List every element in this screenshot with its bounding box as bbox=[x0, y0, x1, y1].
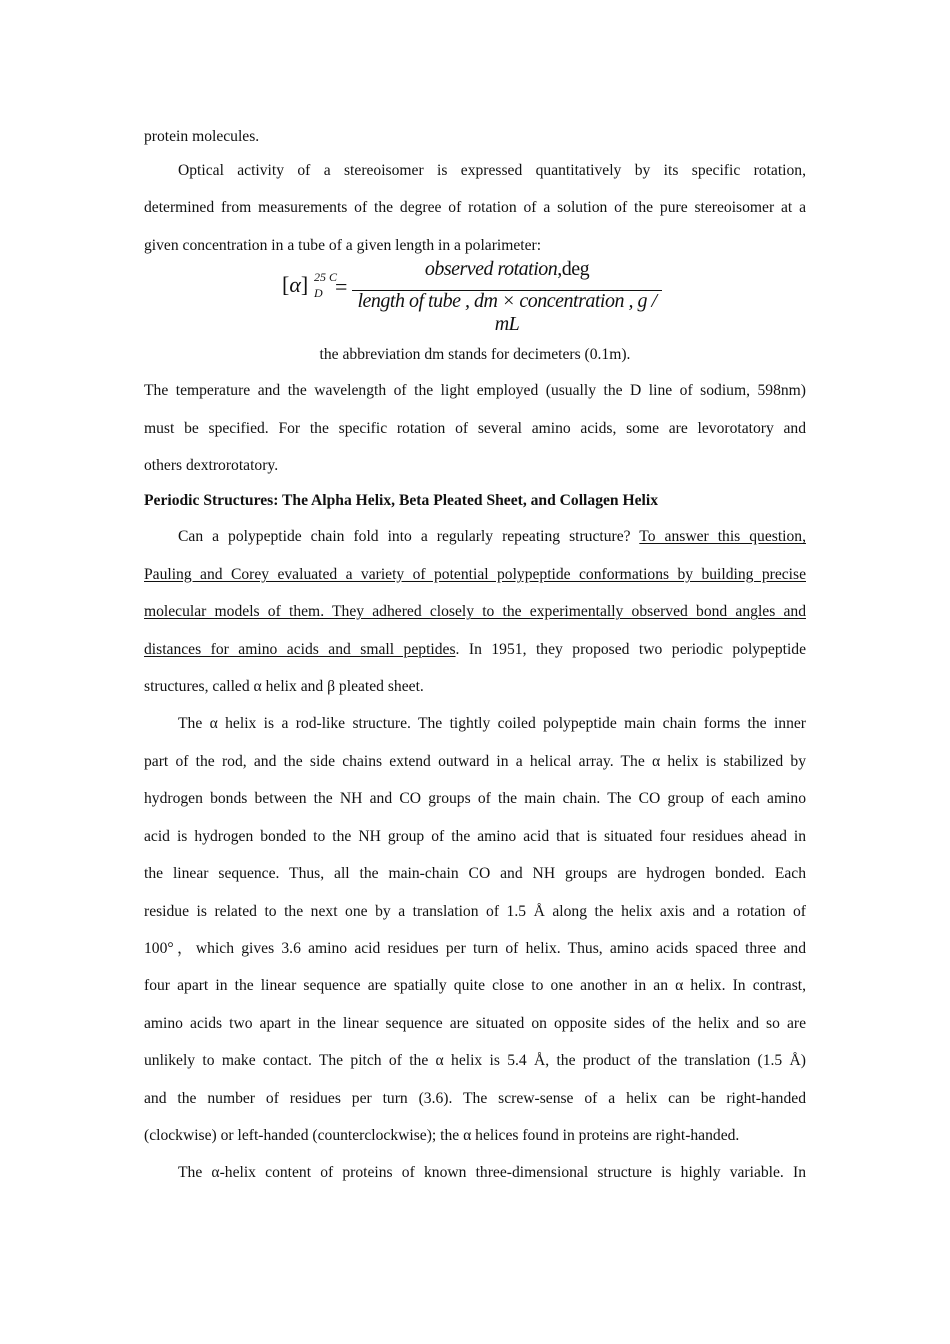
text-line: Optical activity of a stereoisomer is expressed quantitatively by its specific rotation, bbox=[178, 162, 806, 179]
text-line: The α-helix content of proteins of known three-dimensional structure is highly variable. In bbox=[178, 1164, 806, 1182]
text-line: hydrogen bonds between the NH and CO groups of the main chain. The CO group of each amino bbox=[144, 790, 806, 808]
formula-subscript: D bbox=[314, 286, 323, 301]
intro-line: protein molecules. bbox=[144, 128, 260, 145]
text-line bbox=[144, 593, 806, 630]
text-line: residue is related to the next one by a translation of 1.5 Å along the helix axis and a rotation of bbox=[144, 902, 806, 920]
text-line: and the number of residues per turn (3.6). The screw-sense of a helix can be right-handed bbox=[144, 1089, 806, 1107]
specific-rotation-formula bbox=[144, 258, 806, 372]
formula-caption: the abbreviation dm stands for decimeters (0.1m). bbox=[319, 346, 631, 364]
text-line: 100°，which gives 3.6 amino acid residues per turn of helix. Thus, amino acids spaced three and bbox=[144, 939, 806, 957]
text-line: distances for amino acids and small peptides. In 1951, they proposed two periodic polypeptide bbox=[144, 640, 807, 658]
text-line: part of the rod, and the side chains extend outward in a helical array. The α helix is stabilized by bbox=[144, 752, 806, 770]
formula-superscript: 25 C bbox=[314, 270, 338, 285]
underlined-text: distances for amino acids and small peptides bbox=[144, 640, 456, 658]
underlined-text: molecular models of them. They adhered closely to the experimentally observed bond angles and bbox=[144, 603, 806, 621]
formula-denominator: length of tube , dm × concentration , g / mL bbox=[357, 290, 657, 336]
text-line: amino acids two apart in the linear sequence are situated on opposite sides of the helix and so are bbox=[144, 1014, 806, 1032]
underlined-text: To answer this question, bbox=[639, 528, 806, 546]
formula-lhs: [α] bbox=[282, 272, 309, 298]
text-line: (clockwise) or left-handed (counterclockwise); the α helices found in proteins are right-handed. bbox=[144, 1126, 740, 1144]
paragraph-temperature bbox=[144, 372, 806, 484]
document-page bbox=[144, 122, 806, 1192]
paragraph-fold bbox=[144, 518, 806, 705]
text-line: Can a polypeptide chain fold into a regularly repeating structure? To answer this question, bbox=[178, 528, 806, 546]
text-line bbox=[144, 556, 806, 593]
text-line: The temperature and the wavelength of the light employed (usually the D line of sodium, 598nm) bbox=[144, 382, 806, 400]
text-line: given concentration in a tube of a given length in a polarimeter: bbox=[144, 236, 542, 254]
formula-equals: = bbox=[335, 274, 348, 300]
text-line: determined from measurements of the degree of rotation of a solution of the pure stereoisomer at a bbox=[144, 199, 806, 217]
paragraph-alpha-helix bbox=[144, 705, 806, 1154]
text-line: others dextrorotatory. bbox=[144, 457, 279, 475]
paragraph-optical-activity bbox=[144, 152, 806, 264]
text-line: unlikely to make contact. The pitch of the α helix is 5.4 Å, the product of the translation (1.5 Å) bbox=[144, 1052, 806, 1070]
paragraph-helix-content bbox=[144, 1154, 806, 1191]
text-line: the linear sequence. Thus, all the main-chain CO and NH groups are hydrogen bonded. Each bbox=[144, 865, 806, 883]
text-line: The α helix is a rod-like structure. The tightly coiled polypeptide main chain forms the inner bbox=[178, 715, 806, 733]
text-line: four apart in the linear sequence are spatially quite close to one another in an α helix. In contrast, bbox=[144, 977, 806, 995]
underlined-text: Pauling and Corey evaluated a variety of potential polypeptide conformations by building precise bbox=[144, 565, 806, 583]
text-line: must be specified. For the specific rotation of several amino acids, some are levorotatory and bbox=[144, 419, 806, 437]
text-line: structures, called α helix and β pleated sheet. bbox=[144, 678, 424, 696]
text-line: acid is hydrogen bonded to the NH group of the amino acid that is situated four residues ahead in bbox=[144, 827, 806, 845]
formula-numerator: observed rotation,deg bbox=[424, 258, 590, 281]
section-heading: Periodic Structures: The Alpha Helix, Beta Pleated Sheet, and Collagen Helix bbox=[144, 492, 658, 510]
